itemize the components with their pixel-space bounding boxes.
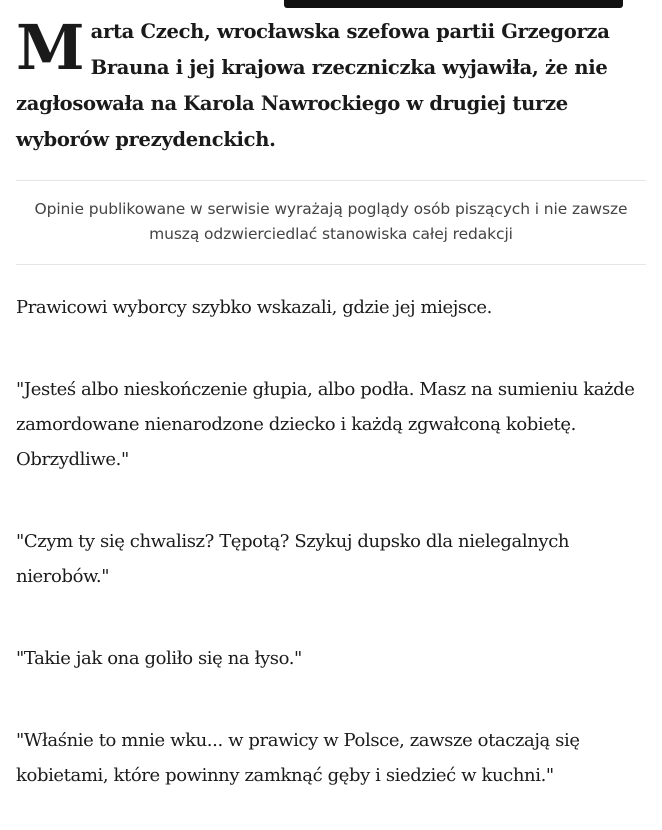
lead-text: arta Czech, wrocławska szefowa partii Grzegorza Brauna i jej krajowa rzeczniczka wyjawiła, że nie zagłosowała na Karola Nawrockiego w drugiej turze wyborów prezydenckich.: [16, 20, 610, 151]
paragraph: "Właśnie to mnie wku... w prawicy w Polsce, zawsze otaczają się kobietami, które powinny zamknąć gęby i siedzieć w kuchni.": [16, 730, 580, 786]
paragraph: Prawicowi wyborcy szybko wskazali, gdzie jej miejsce.: [16, 297, 493, 318]
article-lead: [16, 11, 646, 158]
opinion-disclaimer: Opinie publikowane w serwisie wyrażają poglądy osób piszących i nie zawsze muszą odzwierciedlać stanowiska całej redakcji: [34, 200, 628, 243]
top-overlay-bar: [284, 0, 623, 8]
paragraph: "Jesteś albo nieskończenie głupia, albo podła. Masz na sumieniu każde zamordowane nienarodzone dziecko i każdą zgwałconą kobietę. Obrzydliwe.": [16, 379, 635, 470]
paragraph: "Czym ty się chwalisz? Tępotą? Szykuj dupsko dla nielegalnych nierobów.": [16, 531, 570, 587]
drop-cap: M: [16, 11, 83, 84]
paragraph: "Takie jak ona goliło się na łyso.": [16, 648, 302, 669]
article-body: [16, 11, 646, 793]
divider-bottom: [16, 264, 646, 265]
